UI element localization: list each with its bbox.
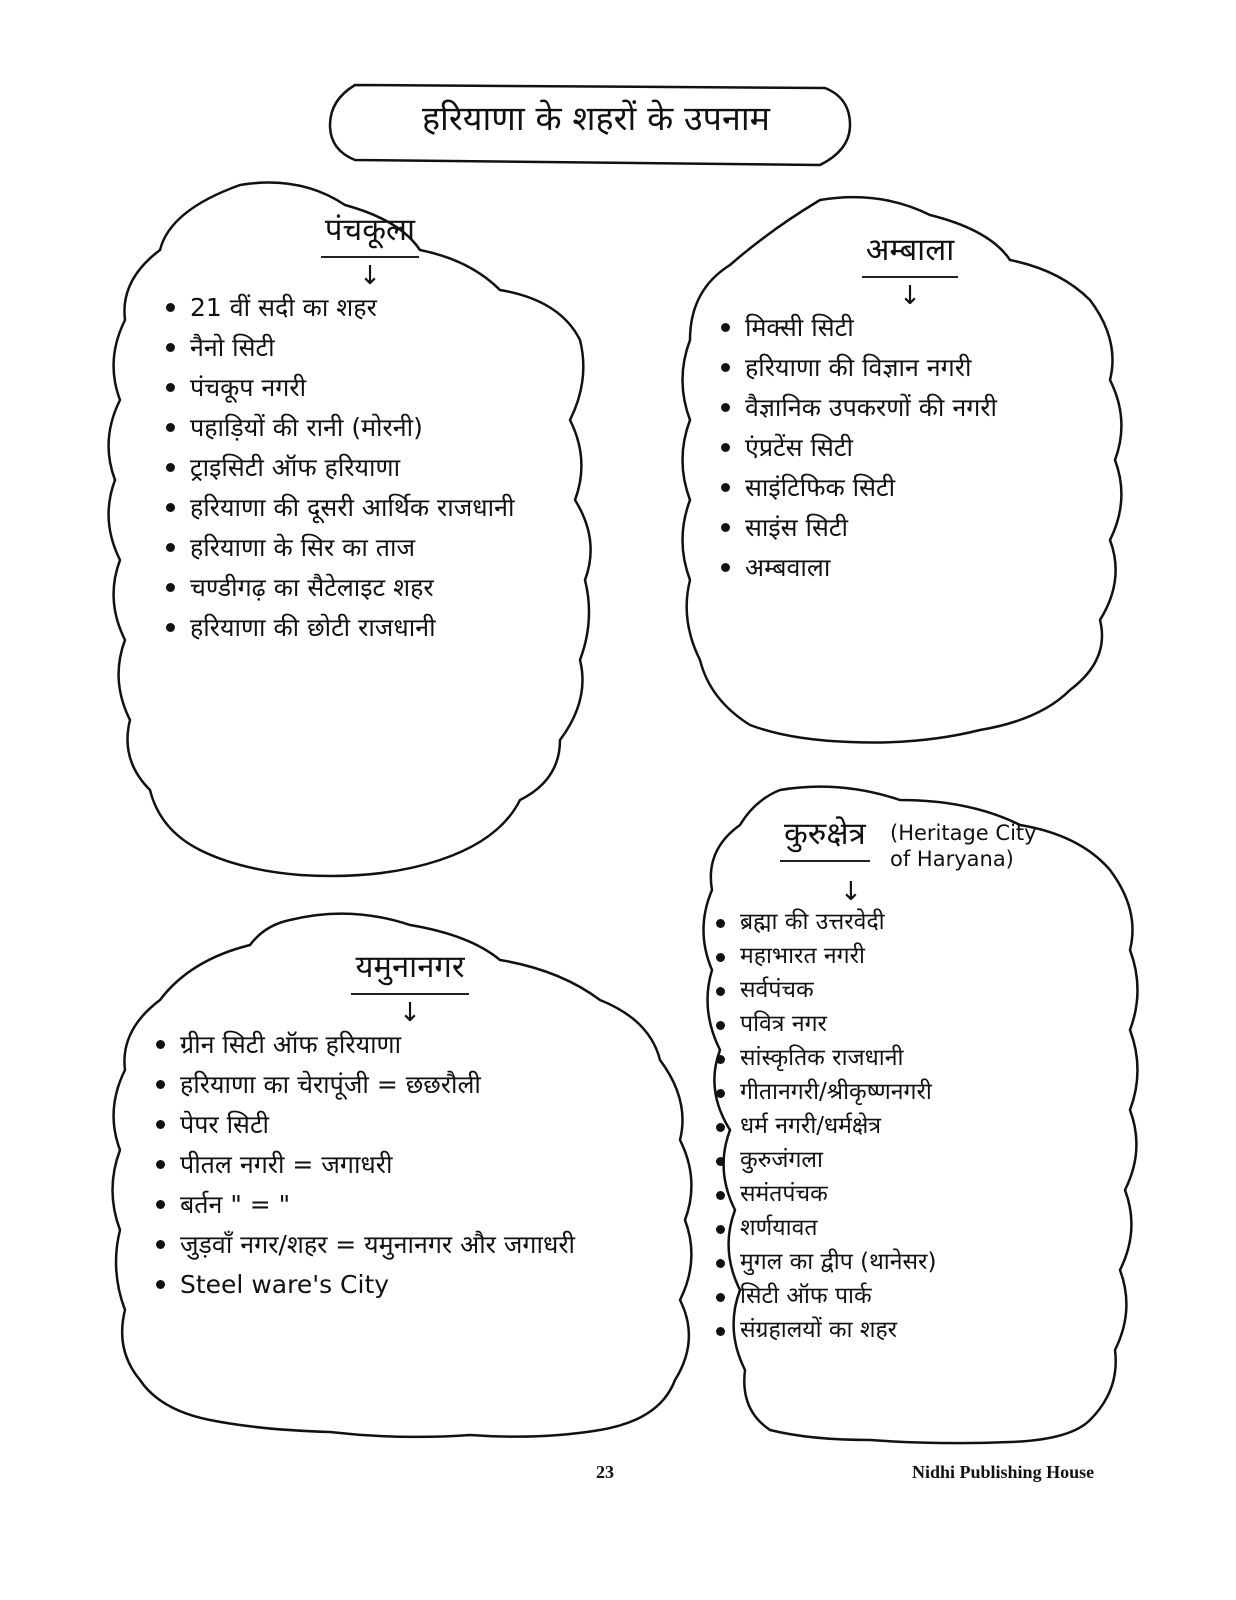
list-item: पेपर सिटी xyxy=(150,1109,670,1140)
ambala-heading: अम्बाला xyxy=(715,228,1105,278)
list-item: Steel ware's City xyxy=(150,1269,670,1300)
list-item: ग्रीन सिटी ऑफ हरियाणा xyxy=(150,1029,670,1060)
list-item: हरियाणा का चेरापूंजी = छछरौली xyxy=(150,1069,670,1100)
list-item: हरियाणा के सिर का ताज xyxy=(160,532,580,563)
list-item: पीतल नगरी = जगाधरी xyxy=(150,1149,670,1180)
down-arrow-icon: ↓ xyxy=(840,877,862,907)
publisher-name: Nidhi Publishing House xyxy=(912,1462,1095,1482)
yamunanagar-section xyxy=(150,945,670,1309)
list-item: वैज्ञानिक उपकरणों की नगरी xyxy=(715,392,1105,423)
list-item: बर्तन " = " xyxy=(150,1189,670,1220)
list-item: साइंस सिटी xyxy=(715,512,1105,543)
list-item: कुरुजंगला xyxy=(710,1146,1130,1174)
list-item: पवित्र नगर xyxy=(710,1010,1130,1038)
list-item: शर्णयावत xyxy=(710,1214,1130,1242)
ambala-section xyxy=(715,228,1105,592)
kurukshetra-section xyxy=(710,812,1130,1350)
list-item: 21 वीं सदी का शहर xyxy=(160,292,580,323)
page-number: 23 xyxy=(596,1462,614,1482)
list-item: सिटी ऑफ पार्क xyxy=(710,1282,1130,1310)
list-item: हरियाणा की छोटी राजधानी xyxy=(160,612,580,643)
ambala-list xyxy=(715,312,1105,583)
list-item: हरियाणा की विज्ञान नगरी xyxy=(715,352,1105,383)
list-item: सांस्कृतिक राजधानी xyxy=(710,1044,1130,1072)
list-item: संग्रहालयों का शहर xyxy=(710,1316,1130,1344)
list-item: समंतपंचक xyxy=(710,1180,1130,1208)
list-item: महाभारत नगरी xyxy=(710,942,1130,970)
down-arrow-icon: ↓ xyxy=(899,281,921,311)
list-item: पहाड़ियों की रानी (मोरनी) xyxy=(160,412,580,443)
list-item: चण्डीगढ़ का सैटेलाइट शहर xyxy=(160,572,580,603)
list-item: साइंटिफिक सिटी xyxy=(715,472,1105,503)
list-item: एंप्रटेंस सिटी xyxy=(715,432,1105,463)
kurukshetra-heading: कुरुक्षेत्र (Heritage City of Haryana) xyxy=(710,812,1130,874)
list-item: धर्म नगरी/धर्मक्षेत्र xyxy=(710,1112,1130,1140)
panchkula-heading: पंचकूला xyxy=(160,208,580,258)
panchkula-section xyxy=(160,208,580,652)
list-item: नैनो सिटी xyxy=(160,332,580,363)
list-item: पंचकूप नगरी xyxy=(160,372,580,403)
list-item: गीतानगरी/श्रीकृष्णनगरी xyxy=(710,1078,1130,1106)
panchkula-list xyxy=(160,292,580,643)
list-item: ब्रह्मा की उत्तरवेदी xyxy=(710,908,1130,936)
kurukshetra-list xyxy=(710,908,1130,1344)
list-item: सर्वपंचक xyxy=(710,976,1130,1004)
page-title: हरियाणा के शहरों के उपनाम xyxy=(422,99,770,139)
down-arrow-icon: ↓ xyxy=(399,998,421,1028)
list-item: जुड़वाँ नगर/शहर = यमुनानगर और जगाधरी xyxy=(150,1229,670,1260)
list-item: हरियाणा की दूसरी आर्थिक राजधानी xyxy=(160,492,580,523)
yamunanagar-list xyxy=(150,1029,670,1300)
list-item: मुगल का द्वीप (थानेसर) xyxy=(710,1248,1130,1276)
list-item: ट्राइसिटी ऑफ हरियाणा xyxy=(160,452,580,483)
down-arrow-icon: ↓ xyxy=(359,261,381,291)
list-item: मिक्सी सिटी xyxy=(715,312,1105,343)
yamunanagar-heading: यमुनानगर xyxy=(150,945,670,995)
kurukshetra-subheading: (Heritage City of Haryana) xyxy=(890,821,1037,871)
list-item: अम्बवाला xyxy=(715,552,1105,583)
